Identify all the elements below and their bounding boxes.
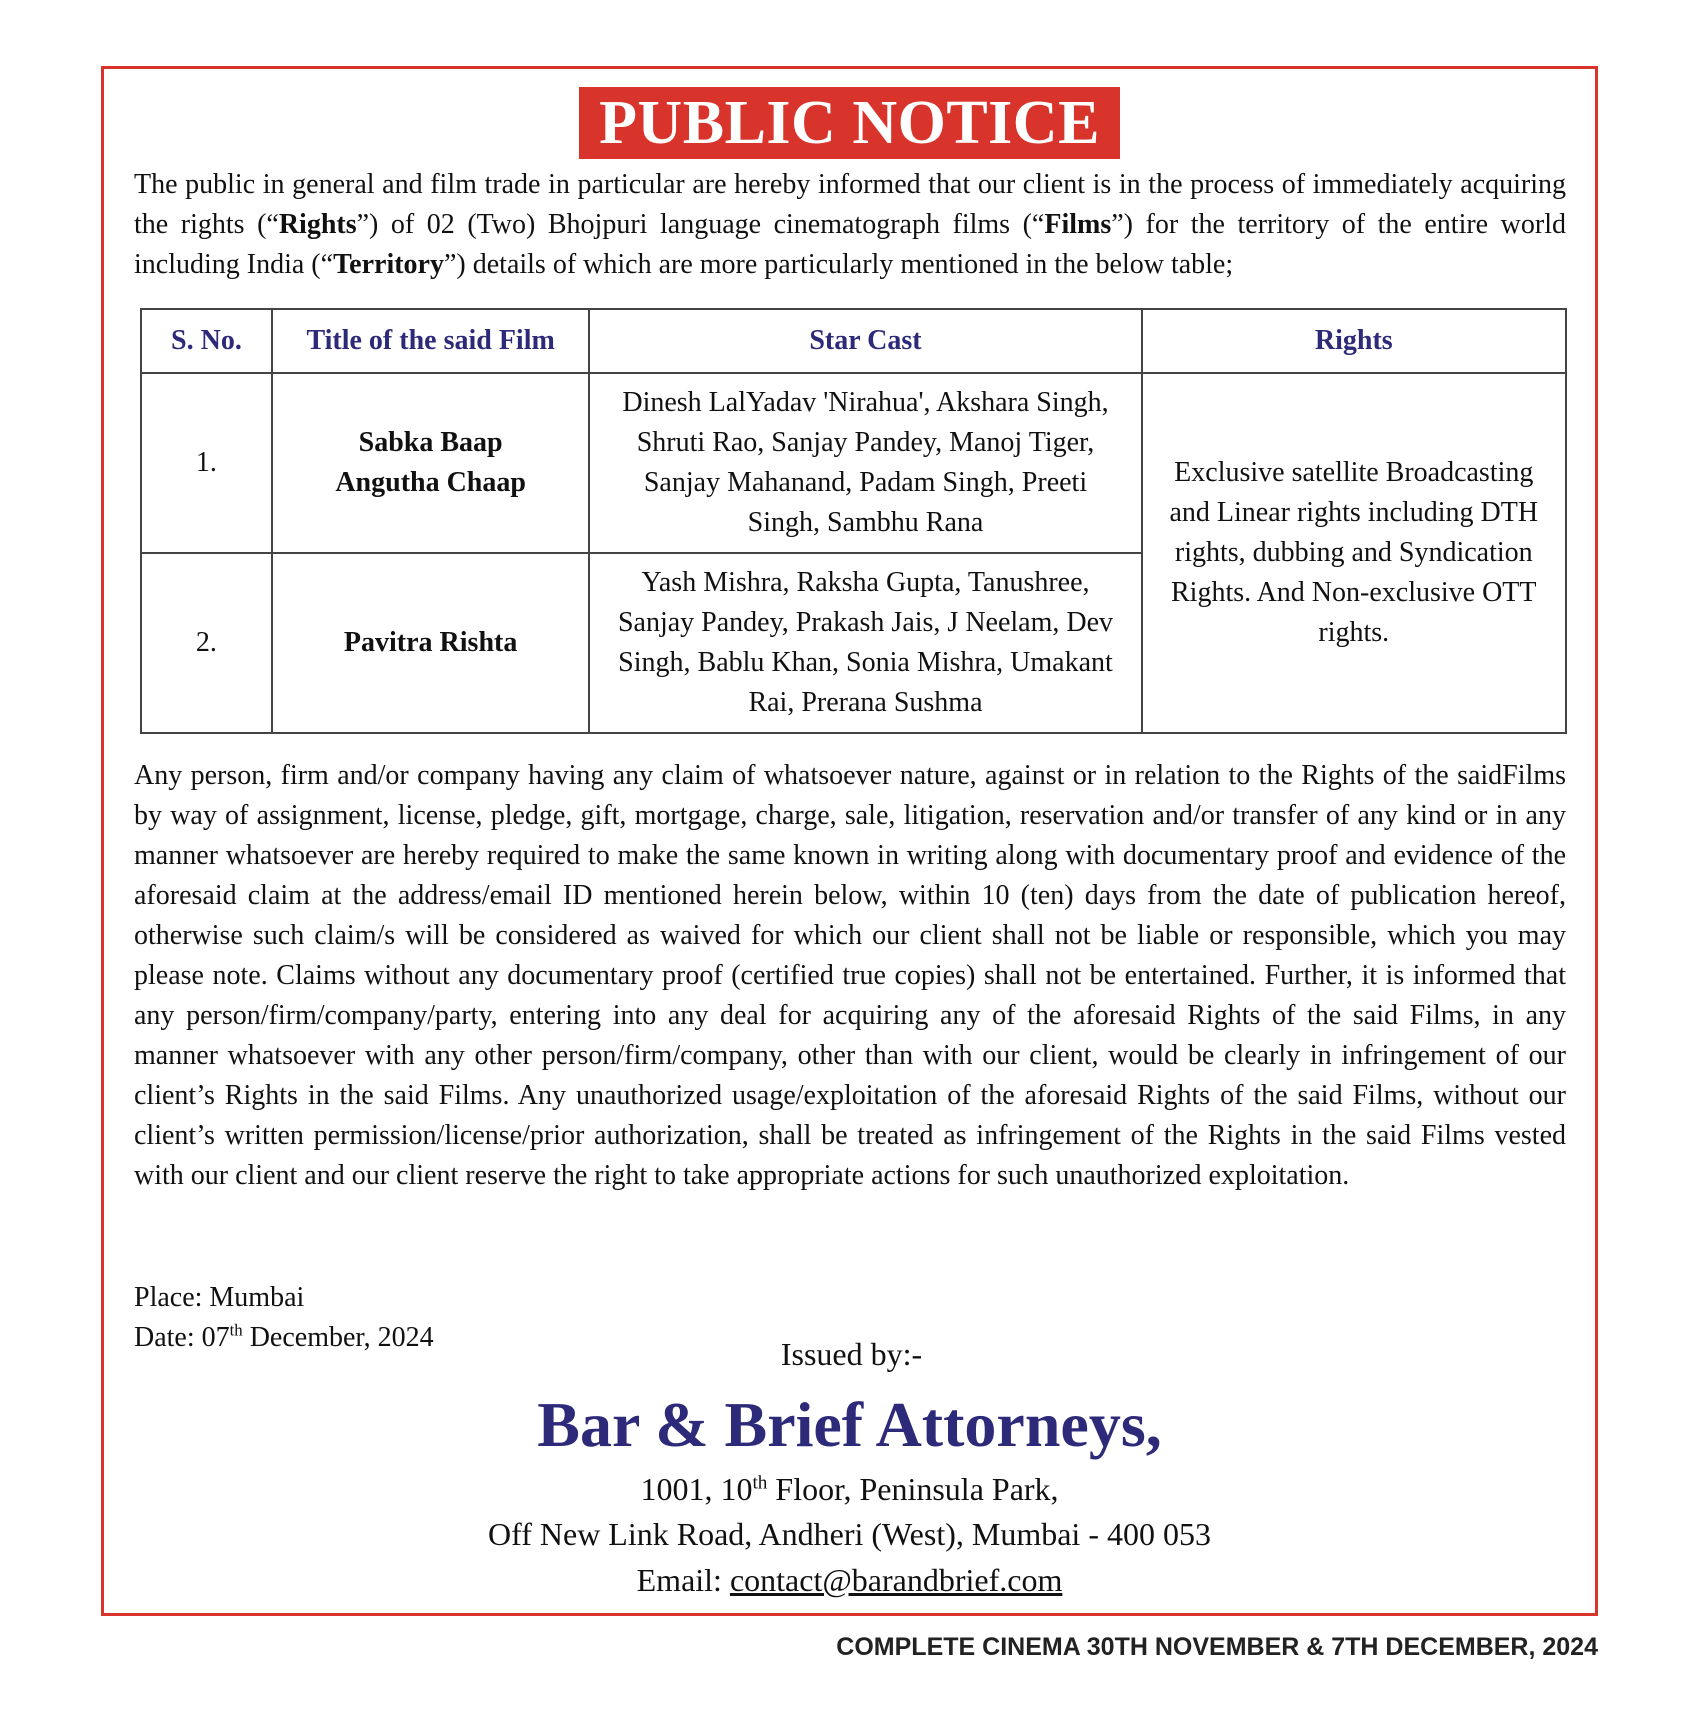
row1-cast: Dinesh LalYadav 'Nirahua', Akshara Singh, Shruti Rao, Sanjay Pandey, Manoj Tiger, Sanjay Mahanand, Padam Singh, Preeti Singh, Sambhu Rana (589, 373, 1141, 553)
date-sup: th (229, 1320, 243, 1340)
intro-text-1: The public in general and film trade in particular are hereby informed that our client is in the process of immediately acquiring the rights (“ (134, 169, 1566, 240)
address-line-1 (104, 1467, 1595, 1511)
address-line1-suffix: Floor, Peninsula Park, (767, 1471, 1059, 1507)
intro-text-3: ”) for the territory of the entire world including India (“ (134, 209, 1566, 280)
row2-cast: Yash Mishra, Raksha Gupta, Tanushree, Sanjay Pandey, Prakash Jais, J Neelam, Dev Singh, Bablu Khan, Sonia Mishra, Umakant Rai, Prerana Sushma (589, 553, 1141, 733)
intro-text-4: ”) details of which are more particularly mentioned in the below table; (443, 249, 1234, 280)
issued-by: Issued by:- (780, 1336, 923, 1372)
header-title: Title of the said Film (272, 309, 590, 373)
header-sno: S. No. (141, 309, 272, 373)
table-header-row (141, 309, 1566, 373)
row1-title-line2: Angutha Chaap (335, 467, 526, 498)
firm-name: Bar & Brief Attorneys, (537, 1389, 1162, 1460)
date-suffix: December, 2024 (242, 1322, 434, 1353)
intro-bold-rights: Rights (278, 209, 357, 240)
header-rights: Rights (1142, 309, 1566, 373)
row1-title (272, 373, 590, 553)
email-link[interactable]: contact@barandbrief.com (729, 1562, 1063, 1598)
address-line1-prefix: 1001, 10 (640, 1471, 753, 1507)
intro-text-2: ”) of 02 (Two) Bhojpuri language cinematograph films (“ (356, 209, 1045, 240)
address-line-2: Off New Link Road, Andheri (West), Mumbai - 400 053 (488, 1516, 1211, 1552)
claims-paragraph: Any person, firm and/or company having any claim of whatsoever nature, against or in relation to the Rights of the saidFilms by way of assignment, license, pledge, gift, mortgage, charge, sale, litigation, reservation and/or transfer of any kind or in any manner whatsoever are hereby required to make the same known in writing along with documentary proof and evidence of the aforesaid claim at the address/email ID mentioned herein below, within 10 (ten) days from the date of publication hereof, otherwise such claim/s will be considered as waived for which our client shall not be liable or responsible, which you may please note. Claims without any documentary proof (certified true copies) shall not be entertained. Further, it is informed that any person/firm/company/party, entering into any deal for acquiring any of the aforesaid Rights of the said Films, in any manner whatsoever with any other person/firm/company, other than with our client, would be clearly in infringement of our client’s Rights in the said Films. Any unauthorized usage/exploitation of the aforesaid Rights of the said Films, without our client’s written permission/license/prior authorization, shall be treated as infringement of the Rights in the said Films vested with our client and our client reserve the right to take appropriate actions for such unauthorized exploitation. (134, 760, 1566, 1191)
intro-paragraph (134, 165, 1566, 285)
address-line1-sup: th (752, 1472, 768, 1494)
email-line (104, 1558, 1595, 1602)
header-star-cast: Star Cast (589, 309, 1141, 373)
row1-sno: 1. (141, 373, 272, 553)
films-table (140, 308, 1567, 734)
title-wrap (104, 87, 1595, 159)
row2-sno: 2. (141, 553, 272, 733)
publication-footer: COMPLETE CINEMA 30TH NOVEMBER & 7TH DECEMBER, 2024 (836, 1633, 1598, 1661)
row2-title: Pavitra Rishta (272, 553, 590, 733)
place-line: Place: Mumbai (134, 1282, 305, 1313)
rights-cell: Exclusive satellite Broadcasting and Linear rights including DTH rights, dubbing and Syndication Rights. And Non-exclusive OTT rights. (1142, 373, 1566, 733)
intro-bold-films: Films (1044, 209, 1112, 240)
email-label: Email: (636, 1562, 730, 1598)
intro-bold-territory: Territory (333, 249, 444, 280)
notice-frame (101, 66, 1598, 1616)
notice-heading: PUBLIC NOTICE (579, 87, 1120, 159)
date-prefix: Date: 07 (134, 1322, 230, 1353)
row1-title-line1: Sabka Baap (358, 427, 503, 458)
table-row (141, 373, 1566, 553)
